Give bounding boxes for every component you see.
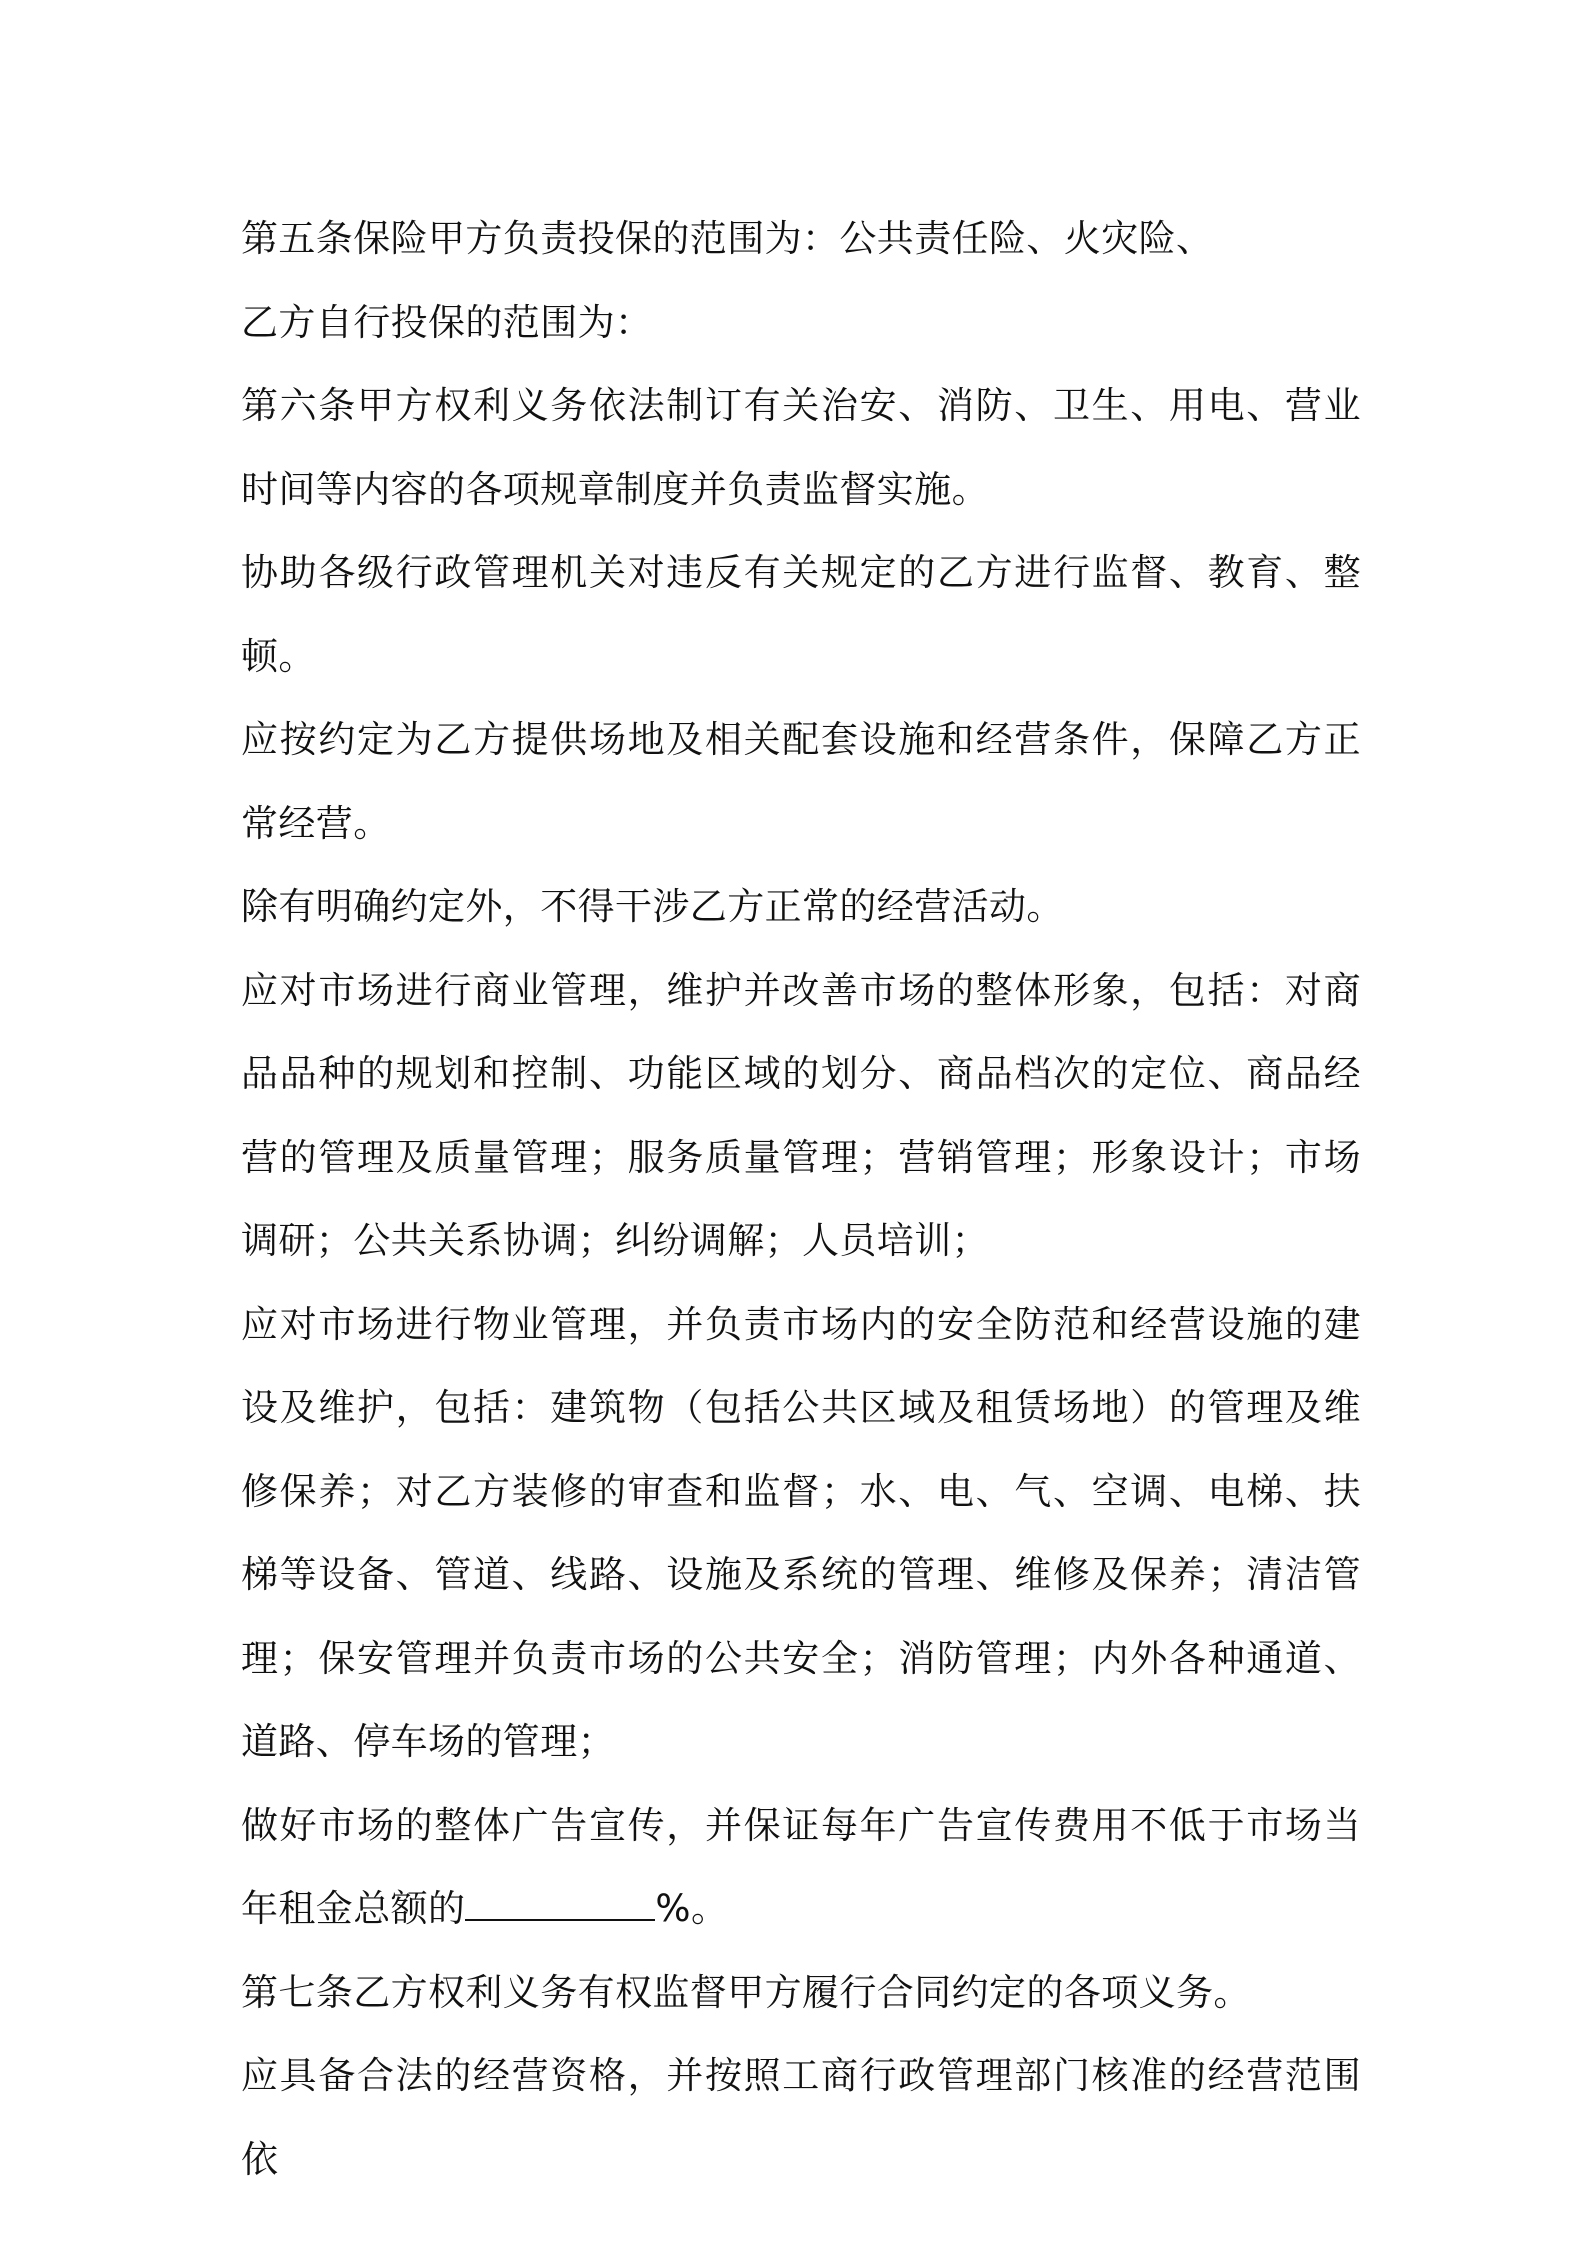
business-qualification: 应具备合法的经营资格，并按照工商行政管理部门核准的经营范围依 (241, 2054, 1361, 2181)
commercial-management: 应对市场进行商业管理，维护并改善市场的整体形象，包括：对商品品种的规划和控制、功能区域的划分、商品档次的定位、商品经营的管理及质量管理；服务质量管理；营销管理；形象设计；市场调研；公共关系协调；纠纷调解；人员培训； (241, 968, 1361, 1262)
document-body (241, 197, 1361, 2201)
party-b-insurance-scope: 乙方自行投保的范围为： (241, 300, 653, 344)
percentage-blank-line (465, 1889, 655, 1921)
advertising-clause-suffix: %。 (655, 1887, 729, 1930)
advertising-clause-text: 做好市场的整体广告宣传，并保证每年广告宣传费用不低于市场当年租金总额的 (241, 1803, 1361, 1930)
advertising-clause (241, 1784, 1361, 1951)
clause-7-party-b-rights: 第七条乙方权利义务有权监督甲方履行合同约定的各项义务。 (241, 1970, 1251, 2014)
provide-premises: 应按约定为乙方提供场地及相关配套设施和经营条件，保障乙方正常经营。 (241, 718, 1361, 845)
property-management: 应对市场进行物业管理，并负责市场内的安全防范和经营设施的建设及维护，包括：建筑物（包括公共区域及租赁场地）的管理及维修保养；对乙方装修的审查和监督；水、电、气、空调、电梯、扶梯等设备、管道、线路、设施及系统的管理、维修及保养；清洁管理；保安管理并负责市场的公共安全；消防管理；内外各种通道、道路、停车场的管理； (241, 1302, 1361, 1763)
clause-6-party-a-rights: 第六条甲方权利义务依法制订有关治安、消防、卫生、用电、营业时间等内容的各项规章制度并负责监督实施。 (241, 384, 1361, 511)
assist-administration: 协助各级行政管理机关对违反有关规定的乙方进行监督、教育、整顿。 (241, 551, 1361, 678)
clause-5-insurance: 第五条保险甲方负责投保的范围为：公共责任险、火灾险、 (241, 217, 1214, 260)
no-interference: 除有明确约定外，不得干涉乙方正常的经营活动。 (241, 885, 1064, 928)
